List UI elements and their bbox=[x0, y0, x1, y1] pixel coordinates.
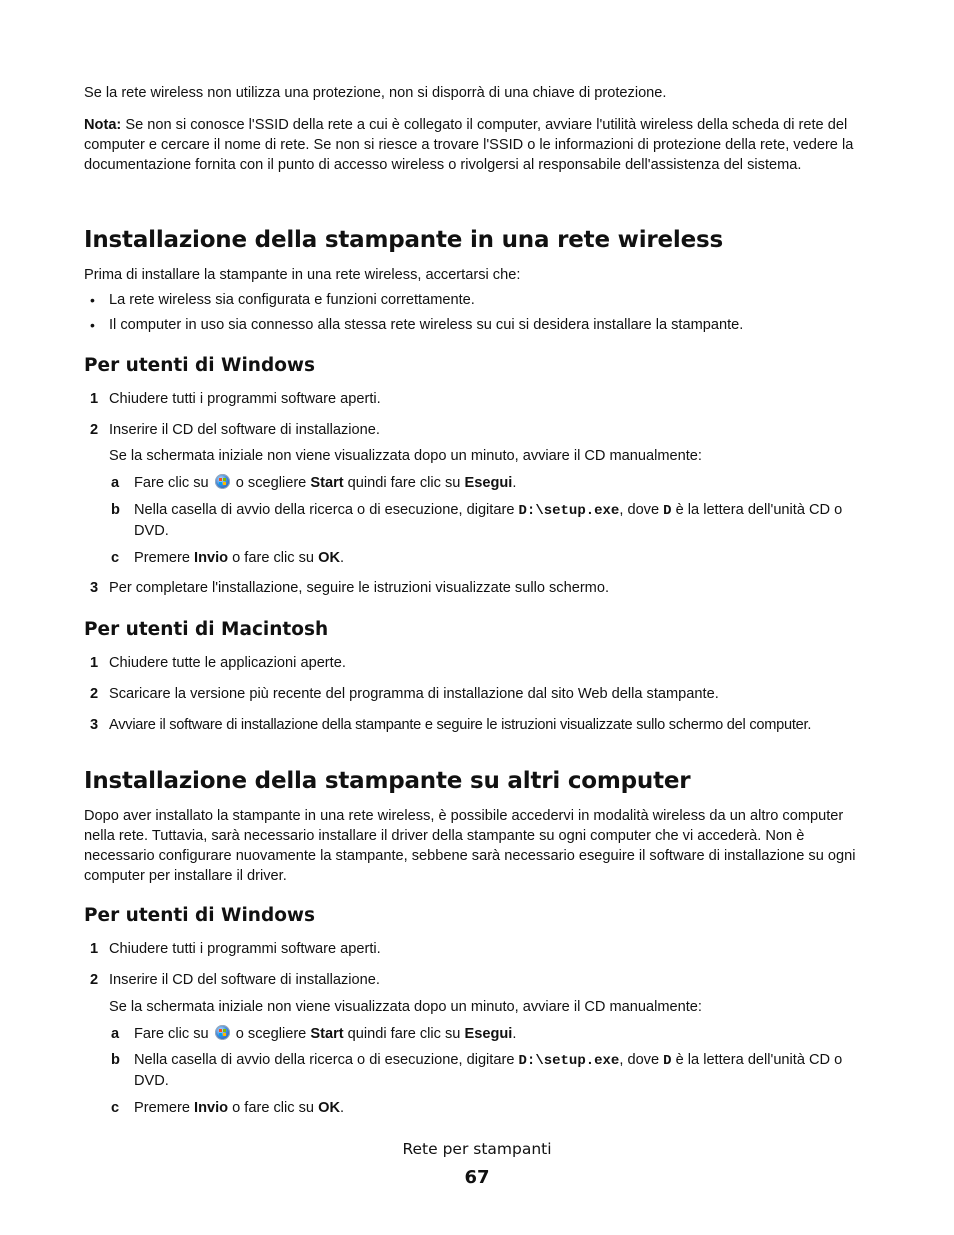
step-number: 3 bbox=[90, 717, 99, 733]
footer bbox=[0, 1139, 954, 1190]
section-title-wireless: Installazione della stampante in una rete wireless bbox=[84, 227, 723, 253]
page-number: 67 bbox=[464, 1167, 490, 1188]
substep-letter: c bbox=[111, 550, 120, 566]
step-number: 2 bbox=[90, 972, 99, 988]
substep-text: Premere Invio o fare clic su OK. bbox=[134, 550, 345, 566]
step-text: Avviare il software di installazione della stampante e seguire le istruzioni visualizzate sullo schermo del computer. bbox=[109, 717, 812, 733]
note-paragraph bbox=[84, 115, 874, 175]
command-text: D:\setup.exe bbox=[518, 1053, 620, 1069]
step-number: 2 bbox=[90, 686, 99, 702]
substep-text: Fare clic su o scegliere Start quindi fare clic su Esegui. bbox=[134, 1026, 517, 1042]
note-text: Se non si conosce l'SSID della rete a cui è collegato il computer, avviare l'utilità wireless della scheda di rete del computer e cercare il nome di rete. Se non si riesce a trovare l'SSID o le informazioni di protezione della rete, vedere la documentazione fornita con il punto di accesso wireless o rivolgersi al responsabile dell'assistenza del sistema. bbox=[84, 117, 854, 173]
intro-paragraph: Se la rete wireless non utilizza una protezione, non si disporrà di una chiave di protezione. bbox=[84, 85, 667, 101]
subsection-title-windows-2: Per utenti di Windows bbox=[84, 905, 316, 926]
substep-text: Fare clic su o scegliere Start quindi fare clic su Esegui. bbox=[134, 475, 517, 491]
substep-letter: a bbox=[111, 475, 120, 491]
section-title-other-computers: Installazione della stampante su altri computer bbox=[84, 768, 691, 794]
windows-start-icon bbox=[215, 1025, 230, 1040]
bullet-marker: • bbox=[90, 292, 95, 308]
bullet-text: La rete wireless sia configurata e funzioni correttamente. bbox=[109, 292, 475, 308]
step-number: 3 bbox=[90, 580, 99, 596]
step-text: Scaricare la versione più recente del programma di installazione dal sito Web della stampante. bbox=[109, 686, 719, 702]
substep-text: Premere Invio o fare clic su OK. bbox=[134, 1100, 345, 1116]
step-number: 1 bbox=[90, 941, 99, 957]
section1-intro: Prima di installare la stampante in una rete wireless, accertarsi che: bbox=[84, 267, 521, 283]
subsection-title-mac: Per utenti di Macintosh bbox=[84, 619, 329, 640]
windows-start-icon bbox=[215, 474, 230, 489]
substep-letter: b bbox=[111, 1052, 120, 1068]
command-text: D:\setup.exe bbox=[518, 503, 620, 519]
step-text: Inserire il CD del software di installazione. bbox=[109, 972, 380, 988]
step-text: Chiudere tutti i programmi software aperti. bbox=[109, 391, 381, 407]
step-number: 2 bbox=[90, 422, 99, 438]
substep-letter: c bbox=[111, 1100, 120, 1116]
step-text: Chiudere tutte le applicazioni aperte. bbox=[109, 655, 346, 671]
step-note: Se la schermata iniziale non viene visualizzata dopo un minuto, avviare il CD manualmente: bbox=[109, 999, 702, 1015]
substep-letter: b bbox=[111, 502, 120, 518]
bullet-text: Il computer in uso sia connesso alla stessa rete wireless su cui si desidera installare la stampante. bbox=[109, 317, 744, 333]
step-text: Per completare l'installazione, seguire le istruzioni visualizzate sullo schermo. bbox=[109, 580, 610, 596]
footer-label: Rete per stampanti bbox=[402, 1140, 552, 1158]
section2-intro: Dopo aver installato la stampante in una rete wireless, è possibile accedervi in modalità wireless da un altro computer nella rete. Tuttavia, sarà necessario installare il driver della stampante su ogni computer che vi accederà. Non è necessario configurare nuovamente la stampante, sebbene sarà necessario eseguire il software di installazione su ogni computer per installare il driver. bbox=[84, 808, 856, 884]
subsection-title-windows: Per utenti di Windows bbox=[84, 355, 316, 376]
step-text: Inserire il CD del software di installazione. bbox=[109, 422, 380, 438]
step-note: Se la schermata iniziale non viene visualizzata dopo un minuto, avviare il CD manualmente: bbox=[109, 448, 702, 464]
substep-text: Nella casella di avvio della ricerca o di esecuzione, digitare D:\setup.exe, dove D è la lettera dell'unità CD o DVD. bbox=[134, 502, 843, 539]
note-label: Nota: bbox=[84, 117, 122, 133]
step-number: 1 bbox=[90, 655, 99, 671]
substep-letter: a bbox=[111, 1026, 120, 1042]
substep-text: Nella casella di avvio della ricerca o di esecuzione, digitare D:\setup.exe, dove D è la lettera dell'unità CD o DVD. bbox=[134, 1052, 843, 1089]
step-number: 1 bbox=[90, 391, 99, 407]
step-text: Chiudere tutti i programmi software aperti. bbox=[109, 941, 381, 957]
bullet-marker: • bbox=[90, 317, 95, 333]
